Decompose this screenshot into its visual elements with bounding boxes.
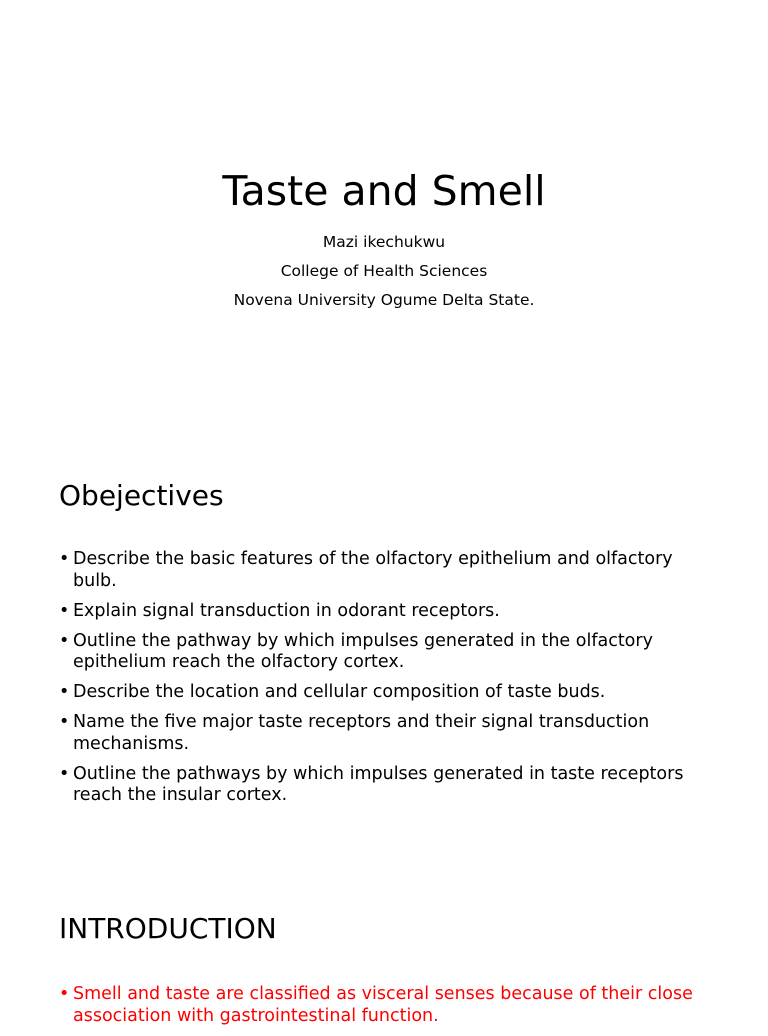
- list-item-text: Outline the pathways by which impulses generated in taste receptors reach the insular cortex.: [73, 763, 684, 805]
- introduction-heading: INTRODUCTION: [59, 912, 277, 945]
- bullet-icon: •: [59, 549, 70, 569]
- list-item: [59, 712, 719, 755]
- list-item: [59, 764, 719, 807]
- author-block: [0, 228, 768, 315]
- objectives-list: [59, 549, 719, 815]
- bullet-icon: •: [59, 630, 70, 651]
- bullet-icon: •: [59, 682, 70, 702]
- list-item: [59, 984, 719, 1027]
- bullet-icon: •: [59, 600, 70, 621]
- list-item: [59, 631, 719, 674]
- introduction-list: [59, 984, 719, 1036]
- list-item-text: Explain signal transduction in odorant receptors.: [73, 600, 500, 621]
- bullet-icon: •: [59, 763, 70, 784]
- list-item: [59, 682, 719, 704]
- list-item-text: Outline the pathway by which impulses generated in the olfactory epithelium reach the olfactory cortex.: [73, 630, 653, 672]
- list-item-text: Smell and taste are classified as visceral senses because of their close association with gastrointestinal function.: [73, 984, 693, 1026]
- list-item-text: Name the five major taste receptors and their signal transduction mechanisms.: [73, 712, 650, 754]
- presentation-title: Taste and Smell: [222, 167, 546, 215]
- list-item-text: Describe the location and cellular composition of taste buds.: [73, 682, 606, 702]
- list-item: [59, 601, 719, 623]
- bullet-icon: •: [59, 712, 70, 732]
- objectives-heading: Obejectives: [59, 479, 224, 512]
- author-university: Novena University Ogume Delta State.: [233, 291, 535, 309]
- title-slide: [0, 0, 768, 432]
- list-item: [59, 549, 719, 592]
- bullet-icon: •: [59, 984, 70, 1004]
- objectives-slide: [0, 432, 768, 864]
- introduction-slide: [0, 864, 768, 1024]
- author-name: Mazi ikechukwu: [322, 233, 446, 251]
- list-item-text: Describe the basic features of the olfactory epithelium and olfactory bulb.: [73, 549, 673, 591]
- author-college: College of Health Sciences: [280, 262, 488, 280]
